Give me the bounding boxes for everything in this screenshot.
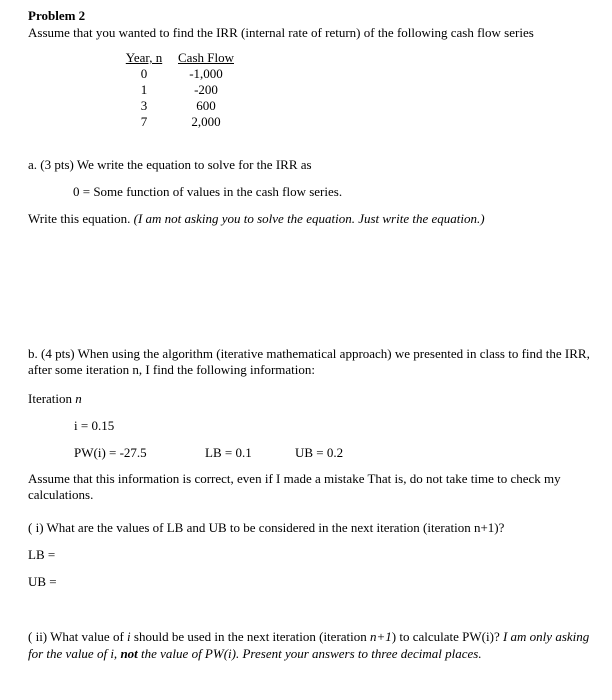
lb-answer-label: LB = (28, 547, 56, 562)
assumption-text: Assume that this information is correct, even if I made a mistake That is, do not take time to check my calculations. (28, 471, 561, 502)
question-ii-start: ( ii) What value of (28, 629, 124, 644)
part-a-note: (I am not asking you to solve the equation. Just write the equation.) (133, 211, 485, 226)
iteration-variable: n (75, 391, 82, 406)
part-a-equation: 0 = Some function of values in the cash flow series. (73, 184, 343, 199)
pw-value: PW(i) = -27.5 (74, 445, 147, 460)
question-i: ( i) What are the values of LB and UB to be considered in the next iteration (iteration n+1)? (28, 520, 505, 535)
table-header-cash-flow: Cash Flow (178, 50, 234, 65)
question-ii-iter: n+1 (370, 629, 392, 644)
table-cell-year: 3 (140, 98, 148, 113)
question-ii-mid: should be used in the next iteration (iteration (133, 629, 367, 644)
table-cell-year: 7 (140, 114, 148, 129)
cash-flow-table (121, 50, 245, 130)
problem-title: Problem 2 (28, 8, 86, 23)
table-header-row (121, 50, 245, 66)
table-cell-cash-flow: -1,000 (189, 66, 223, 81)
table-header-year: Year, n (125, 50, 163, 65)
part-a-instruction: Write this equation. (28, 211, 131, 226)
ub-answer-label: UB = (28, 574, 57, 589)
question-ii (28, 628, 598, 662)
i-value: i = 0.15 (74, 418, 115, 433)
ub-value: UB = 0.2 (295, 445, 344, 460)
table-cell-year: 1 (140, 82, 148, 97)
intro-text: Assume that you wanted to find the IRR (internal rate of return) of the following cash flow series (28, 25, 534, 40)
question-ii-note-a: I am only asking for the value of i, (28, 629, 590, 661)
table-cell-cash-flow: 600 (196, 98, 216, 113)
table-cell-cash-flow: 2,000 (191, 114, 221, 129)
iteration-label: Iteration (28, 391, 73, 406)
question-ii-i: i (127, 629, 131, 644)
question-ii-note-b: the value of PW(i). Present your answers to three decimal places. (141, 646, 482, 661)
question-ii-note-not: not (120, 646, 138, 661)
table-row (121, 66, 245, 82)
question-ii-end: ) to calculate PW(i)? (391, 629, 500, 644)
lb-value: LB = 0.1 (205, 445, 252, 460)
table-row (121, 98, 245, 114)
table-row (121, 114, 245, 130)
table-cell-year: 0 (140, 66, 148, 81)
table-cell-cash-flow: -200 (194, 82, 218, 97)
part-a-prompt: a. (3 pts) We write the equation to solve for the IRR as (28, 157, 312, 172)
part-b-prompt: b. (4 pts) When using the algorithm (iterative mathematical approach) we presented in class to find the IRR, after some iteration n, I find the following information: (28, 346, 590, 377)
iteration-line (28, 391, 82, 407)
table-row (121, 82, 245, 98)
part-a-instruction-line (28, 211, 485, 227)
cash-flow-table-wrap (121, 50, 245, 130)
